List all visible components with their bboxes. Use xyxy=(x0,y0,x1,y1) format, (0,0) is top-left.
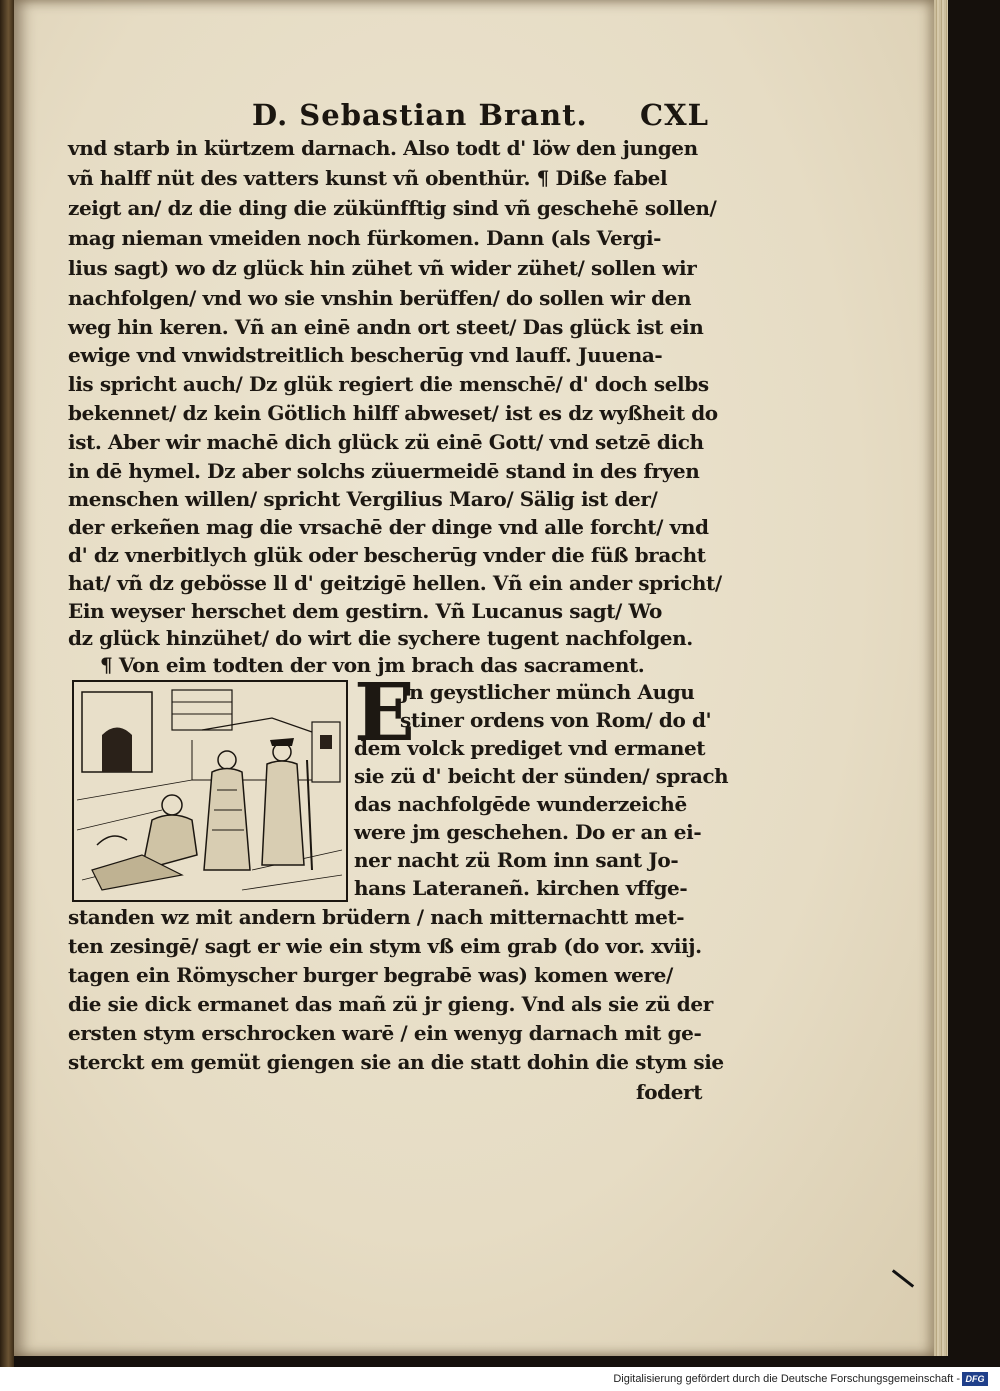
body-line: vñ halff nüt des vatters kunst vñ obenthür. ¶ Diße fabel xyxy=(68,166,668,190)
body-line: stiner ordens von Rom/ do d' xyxy=(400,708,712,732)
body-line: dz glück hinzühet/ do wirt die sychere tugent nachfolgen. xyxy=(68,626,693,650)
folio-number: CXL xyxy=(640,98,709,132)
body-line: bekennet/ dz kein Götlich hilff abweset/ ist es dz wyßheit do xyxy=(68,401,718,425)
dfg-logo: DFG xyxy=(962,1372,988,1386)
body-line: ten zesingē/ sagt er wie ein stym vß eim grab (do vor. xviij. xyxy=(68,934,702,958)
body-line: zeigt an/ dz die ding die zükünfftig sind vñ geschehē sollen/ xyxy=(68,196,717,220)
running-title: D. Sebastian Brant. xyxy=(252,98,588,132)
funding-credit: Digitalisierung gefördert durch die Deutsche Forschungsgemeinschaft - xyxy=(613,1373,960,1385)
body-line: in dē hymel. Dz aber solchs züuermeidē stand in des fryen xyxy=(68,459,700,483)
body-line: ist. Aber wir machē dich glück zü einē Gott/ vnd setzē dich xyxy=(68,430,704,454)
body-line: d' dz vnerbitlych glük oder bescherūg vnder die füß bracht xyxy=(68,543,706,567)
body-line: Jn geystlicher münch Augu xyxy=(400,680,695,704)
body-line: weg hin keren. Vñ an einē andn ort steet/ Das glück ist ein xyxy=(68,315,704,339)
body-line: menschen willen/ spricht Vergilius Maro/ Sälig ist der/ xyxy=(68,487,658,511)
catchword: fodert xyxy=(636,1080,703,1104)
body-line: nachfolgen/ vnd wo sie vnshin berüffen/ do sollen wir den xyxy=(68,286,692,310)
body-line: ersten stym erschrocken warē / ein wenyg darnach mit ge- xyxy=(68,1021,702,1045)
body-line: Ein weyser herschet dem gestirn. Vñ Lucanus sagt/ Wo xyxy=(68,599,662,623)
body-line: hans Lateraneñ. kirchen vffge- xyxy=(354,876,688,900)
page-fore-edge xyxy=(934,0,948,1356)
book-spine-edge xyxy=(0,0,14,1367)
section-heading: ¶ Von eim todten der von jm brach das sacrament. xyxy=(100,653,645,677)
body-line: der erkeñen mag die vrsachē der dinge vnd alle forcht/ vnd xyxy=(68,515,709,539)
body-line: lius sagt) wo dz glück hin zühet vñ wider zühet/ sollen wir xyxy=(68,256,697,280)
woodcut-illustration xyxy=(72,680,348,902)
body-line: were jm geschehen. Do er an ei- xyxy=(354,820,702,844)
body-line: vnd starb in kürtzem darnach. Also todt d' löw den jungen xyxy=(68,136,698,160)
body-line: ner nacht zü Rom inn sant Jo- xyxy=(354,848,679,872)
body-line: dem volck prediget vnd ermanet xyxy=(354,736,706,760)
body-line: tagen ein Römyscher burger begrabē was) komen were/ xyxy=(68,963,673,987)
body-line: hat/ vñ dz gebösse ll d' geitzigē hellen. Vñ ein ander spricht/ xyxy=(68,571,722,595)
drop-cap-initial: E xyxy=(354,665,415,759)
body-line: mag nieman vmeiden noch fürkomen. Dann (als Vergi- xyxy=(68,226,662,250)
body-line: lis spricht auch/ Dz glük regiert die menschē/ d' doch selbs xyxy=(68,372,709,396)
body-line: sie zü d' beicht der sünden/ sprach xyxy=(354,764,729,788)
body-line: sterckt em gemüt giengen sie an die statt dohin die stym sie xyxy=(68,1050,724,1074)
body-line: ewige vnd vnwidstreitlich bescherūg vnd lauff. Juuena- xyxy=(68,343,663,367)
body-line: standen wz mit andern brüdern / nach mitternachtt met- xyxy=(68,905,685,929)
body-line: die sie dick ermanet das mañ zü jr gieng. Vnd als sie zü der xyxy=(68,992,713,1016)
body-line: das nachfolgēde wunderzeichē xyxy=(354,792,687,816)
